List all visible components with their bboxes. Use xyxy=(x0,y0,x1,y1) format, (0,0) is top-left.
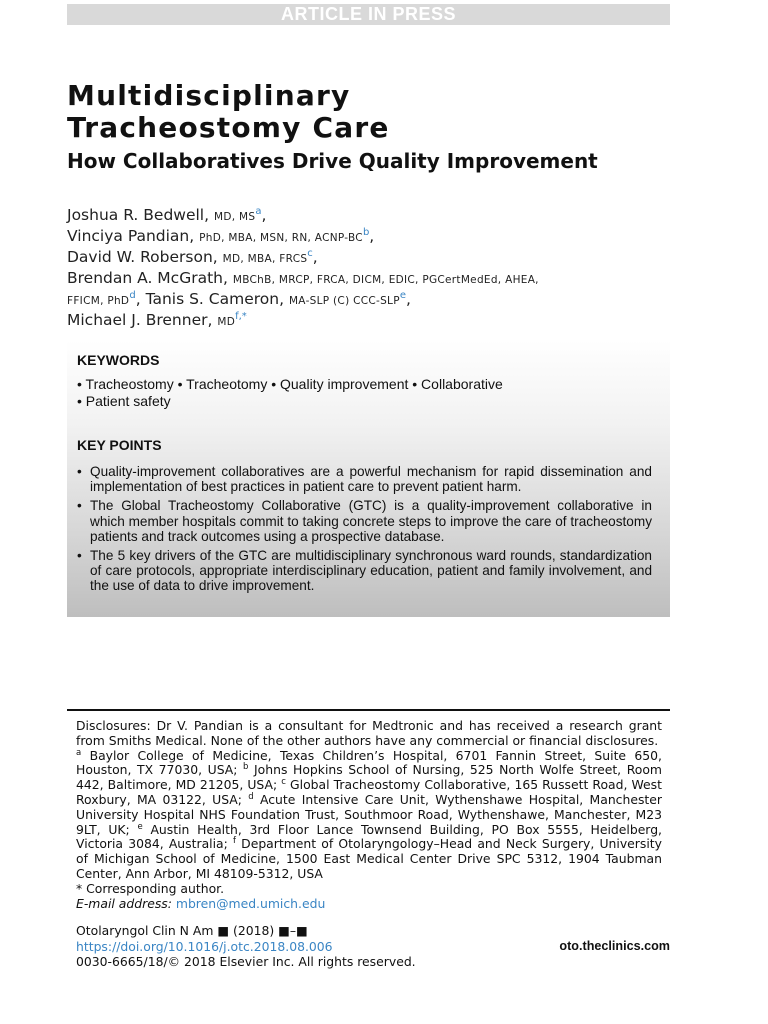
author-affiliation-marker[interactable]: f,* xyxy=(235,310,247,322)
journal-site-link[interactable]: oto.theclinics.com xyxy=(559,938,670,953)
author-line xyxy=(67,269,677,290)
author-degrees: MA-SLP (C) CCC-SLP xyxy=(288,295,400,307)
keywords-line: • Patient safety xyxy=(77,393,171,409)
footnotes xyxy=(76,719,662,911)
bullet-icon: • xyxy=(77,464,82,479)
affiliation-marker: a xyxy=(76,747,82,758)
author-name: David W. Roberson, xyxy=(67,248,218,266)
copyright-line: 0030-6665/18/© 2018 Elsevier Inc. All rights reserved. xyxy=(76,954,416,969)
author-separator: , xyxy=(312,248,318,266)
author-degrees: MD xyxy=(217,316,236,328)
key-point-item xyxy=(77,548,652,594)
key-point-item xyxy=(77,464,652,494)
author-line xyxy=(67,227,677,248)
author-affiliation-marker[interactable]: b xyxy=(362,226,370,238)
email-link[interactable]: mbren@med.umich.edu xyxy=(175,895,326,911)
key-point-text: Quality-improvement collaboratives are a powerful mechanism for rapid dissemination and implementation of best practices in patient care to prevent patient harm. xyxy=(90,464,652,495)
author-name: Vinciya Pandian, xyxy=(67,227,195,245)
author-degrees: MD, MS xyxy=(213,211,256,223)
author-separator: , xyxy=(261,206,267,224)
author-degrees-continued: FFICM, PhD xyxy=(67,295,130,307)
author-affiliation-marker[interactable]: e xyxy=(399,289,406,301)
journal-info xyxy=(76,923,670,970)
affiliation-marker: c xyxy=(281,777,286,788)
affiliations xyxy=(76,749,662,882)
author-affiliation-marker[interactable]: d xyxy=(129,289,136,301)
author-separator: , xyxy=(135,290,141,308)
footnote-divider xyxy=(67,709,670,711)
affiliation-text: Johns Hopkins School of Nursing, 525 North Wolfe Street, Room 442, Baltimore, MD 21205, USA; xyxy=(76,762,662,793)
author-name: Joshua R. Bedwell, xyxy=(67,206,210,224)
author-line xyxy=(67,290,677,311)
keywords-list xyxy=(77,376,662,410)
author-degrees: MBChB, MRCP, FRCA, DICM, EDIC, PGCertMedEd, AHEA, xyxy=(232,274,539,286)
affiliation-text: Global Tracheostomy Collaborative, 165 Russett Road, West Roxbury, MA 03122, USA; xyxy=(76,777,662,807)
key-point-text: The Global Tracheostomy Collaborative (GTC) is a quality-improvement collaborative in which member hospitals commit to taking concrete steps to improve the care of tracheostomy patients and track outcomes using a prospective database. xyxy=(90,498,652,544)
email-label: E-mail address: xyxy=(76,895,172,911)
author-separator: , xyxy=(369,227,375,245)
author-degrees: MD, MBA, FRCS xyxy=(222,253,308,265)
doi-link[interactable]: https://doi.org/10.1016/j.otc.2018.08.006 xyxy=(76,938,333,954)
keywords-line: • Tracheostomy • Tracheotomy • Quality improvement • Collaborative xyxy=(77,376,503,392)
journal-citation: Otolaryngol Clin N Am ■ (2018) ■–■ xyxy=(76,923,308,938)
corresponding-author-note: * Corresponding author. xyxy=(76,880,225,896)
bullet-icon: • xyxy=(77,498,82,514)
author-name: Michael J. Brenner, xyxy=(67,311,213,329)
affiliation-marker: b xyxy=(243,762,249,773)
article-in-press-banner: ARTICLE IN PRESS xyxy=(67,4,670,25)
author-list xyxy=(67,206,677,332)
keywords-heading: KEYWORDS xyxy=(77,352,160,368)
affiliation-marker: f xyxy=(232,836,236,847)
affiliation-marker: e xyxy=(137,821,143,832)
author-name: Brendan A. McGrath, xyxy=(67,269,228,287)
article-subtitle: How Collaboratives Drive Quality Improvement xyxy=(67,149,598,173)
affiliation-text: Baylor College of Medicine, Texas Children’s Hospital, 6701 Fannin Street, Suite 650, Houston, TX 77030, USA; xyxy=(76,747,662,778)
title-line-1: Multidisciplinary xyxy=(67,79,351,112)
affiliation-text: Austin Health, 3rd Floor Lance Townsend Building, PO Box 5555, Heidelberg, Victoria 3084, Australia; xyxy=(76,821,662,852)
author-affiliation-marker[interactable]: a xyxy=(255,205,262,217)
author-separator: , xyxy=(406,290,411,308)
affiliation-text: Department of Otolaryngology–Head and Neck Surgery, University of Michigan School of Medicine, 1500 East Medical Center Drive SPC 5312, 1904 Taubman Center, Ann Arbor, MI 48109-5312, USA xyxy=(76,836,662,881)
key-point-text: The 5 key drivers of the GTC are multidisciplinary synchronous ward rounds, standardization of care protocols, appropriate interdisciplinary education, patient and family involvement, and the use of data to drive improvement. xyxy=(90,548,652,594)
article-title xyxy=(67,80,667,144)
disclosures: Disclosures: Dr V. Pandian is a consultant for Medtronic and has received a research grant from Smiths Medical. None of the other authors have any commercial or financial disclosures. xyxy=(76,718,662,748)
author-degrees: PhD, MBA, MSN, RN, ACNP-BC xyxy=(199,232,363,244)
title-line-2: Tracheostomy Care xyxy=(67,111,390,144)
author-line xyxy=(67,206,677,227)
bullet-icon: • xyxy=(77,548,82,564)
keywords-keypoints-box xyxy=(67,340,670,617)
key-points-list xyxy=(77,464,652,598)
author-name: Tanis S. Cameron, xyxy=(145,290,285,308)
affiliation-text: Acute Intensive Care Unit, Wythenshawe Hospital, Manchester University Hospital NHS Foundation Trust, Southmoor Road, Wythenshawe, Manchester, M23 9LT, UK; xyxy=(76,791,662,837)
key-point-item xyxy=(77,498,652,544)
affiliation-marker: d xyxy=(248,791,254,802)
key-points-heading: KEY POINTS xyxy=(77,437,162,453)
author-line xyxy=(67,311,677,332)
author-line xyxy=(67,248,677,269)
author-affiliation-marker[interactable]: c xyxy=(307,247,313,259)
email-line xyxy=(76,897,662,912)
